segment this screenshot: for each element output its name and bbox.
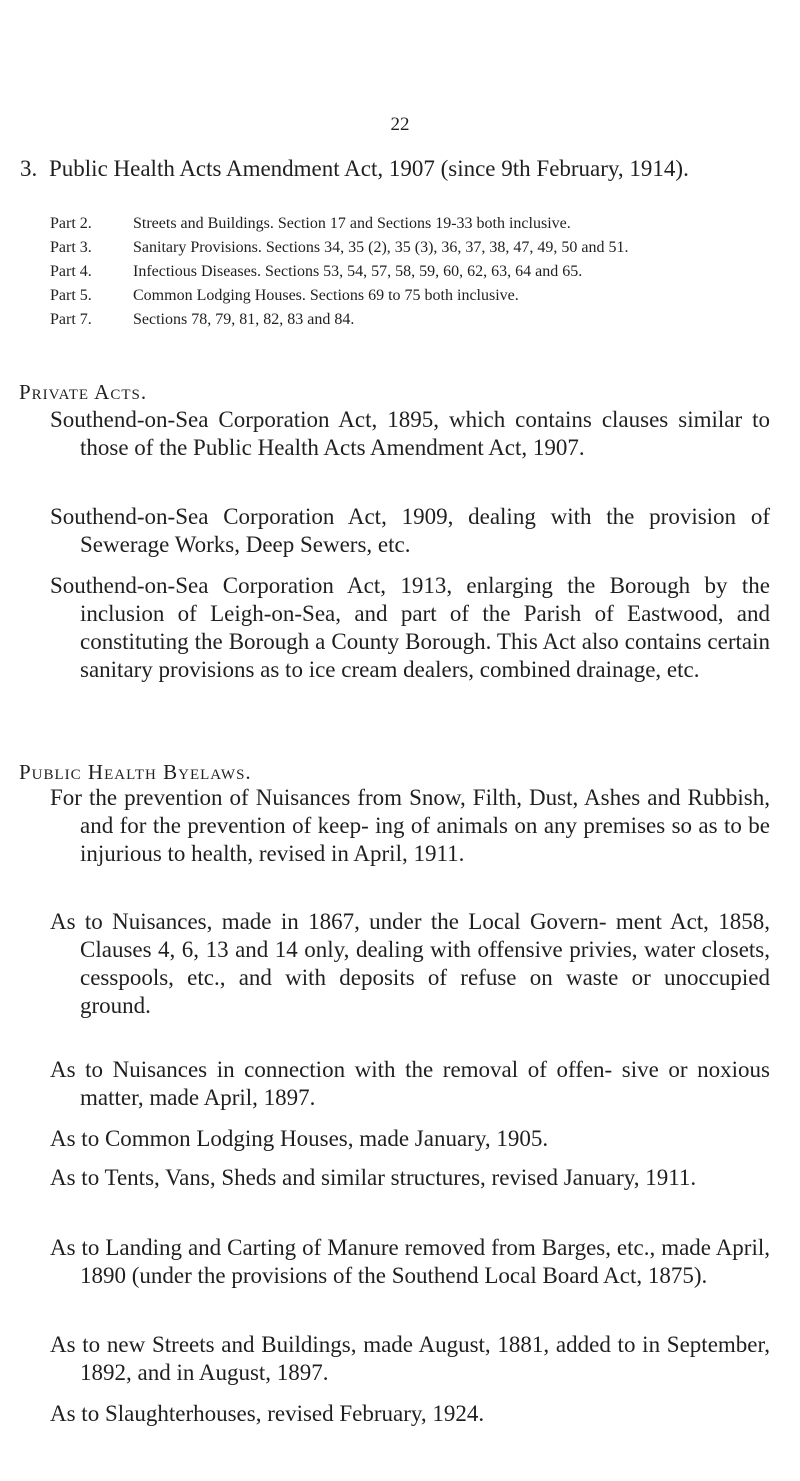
parts-list — [50, 213, 770, 333]
act-heading — [20, 155, 770, 183]
part-label: Part 4. — [50, 263, 92, 280]
part-label: Part 3. — [50, 239, 92, 256]
part-row — [50, 285, 770, 307]
byelaw-entry: As to Nuisances, made in 1867, under the Local Govern- ment Act, 1858, Clauses 4, 6, 13 and 14 only, dealing with offensive privies, water closets, cesspools, etc., and with deposits of refuse on waste or unoccupied ground. — [50, 909, 770, 1018]
byelaws-title: Public Health Byelaws. — [19, 760, 252, 784]
part-text: Sections 78, 79, 81, 82, 83 and 84. — [133, 311, 355, 328]
private-act-entry: Southend-on-Sea Corporation Act, 1913, enlarging the Borough by the inclusion of Leigh-on-Sea, and part of the Parish of Eastwood, and constituting the Borough a County Borough. This Act also contains certain sanitary provisions as to ice cream dealers, combined drainage, etc. — [50, 573, 770, 682]
part-text: Infectious Diseases. Sections 53, 54, 57, 58, 59, 60, 62, 63, 64 and 65. — [133, 263, 583, 280]
byelaw-entry: As to Common Lodging Houses, made January, 1905. — [50, 1126, 549, 1151]
private-acts-title: Private Acts. — [19, 380, 148, 404]
part-text: Streets and Buildings. Section 17 and Sections 19-33 both inclusive. — [133, 215, 571, 232]
byelaw-entry: As to Tents, Vans, Sheds and similar structures, revised January, 1911. — [50, 1165, 697, 1190]
byelaw-entry: As to Landing and Carting of Manure removed from Barges, etc., made April, 1890 (under the provisions of the Southend Local Board Act, 1875). — [50, 1235, 770, 1288]
part-row — [50, 309, 770, 331]
part-row — [50, 213, 770, 235]
part-label: Part 7. — [50, 311, 92, 328]
part-row — [50, 261, 770, 283]
part-text: Sanitary Provisions. Sections 34, 35 (2), 35 (3), 36, 37, 38, 47, 49, 50 and 51. — [133, 239, 629, 256]
byelaw-entry: As to new Streets and Buildings, made August, 1881, added to in September, 1892, and in August, 1897. — [50, 1332, 770, 1385]
part-label: Part 2. — [50, 215, 92, 232]
byelaw-entry: For the prevention of Nuisances from Snow, Filth, Dust, Ashes and Rubbish, and for the prevention of keep- ing of animals on any premises so as to be injurious to health, revised in April, 1911. — [50, 785, 770, 866]
private-act-entry: Southend-on-Sea Corporation Act, 1909, dealing with the provision of Sewerage Works, Deep Sewers, etc. — [50, 504, 770, 557]
byelaw-entry: As to Nuisances in connection with the removal of offen- sive or noxious matter, made April, 1897. — [50, 1057, 770, 1110]
part-label: Part 5. — [50, 287, 92, 304]
part-row — [50, 237, 770, 259]
part-text: Common Lodging Houses. Sections 69 to 75 both inclusive. — [133, 287, 519, 304]
page-number: 22 — [390, 114, 410, 135]
heading-number: 3. — [20, 156, 38, 181]
byelaw-entry: As to Slaughterhouses, revised February, 1924. — [50, 1401, 485, 1426]
heading-text: Public Health Acts Amendment Act, 1907 (since 9th February, 1914). — [49, 156, 689, 181]
private-act-entry: Southend-on-Sea Corporation Act, 1895, which contains clauses similar to those of the Public Health Acts Amendment Act, 1907. — [50, 407, 770, 460]
